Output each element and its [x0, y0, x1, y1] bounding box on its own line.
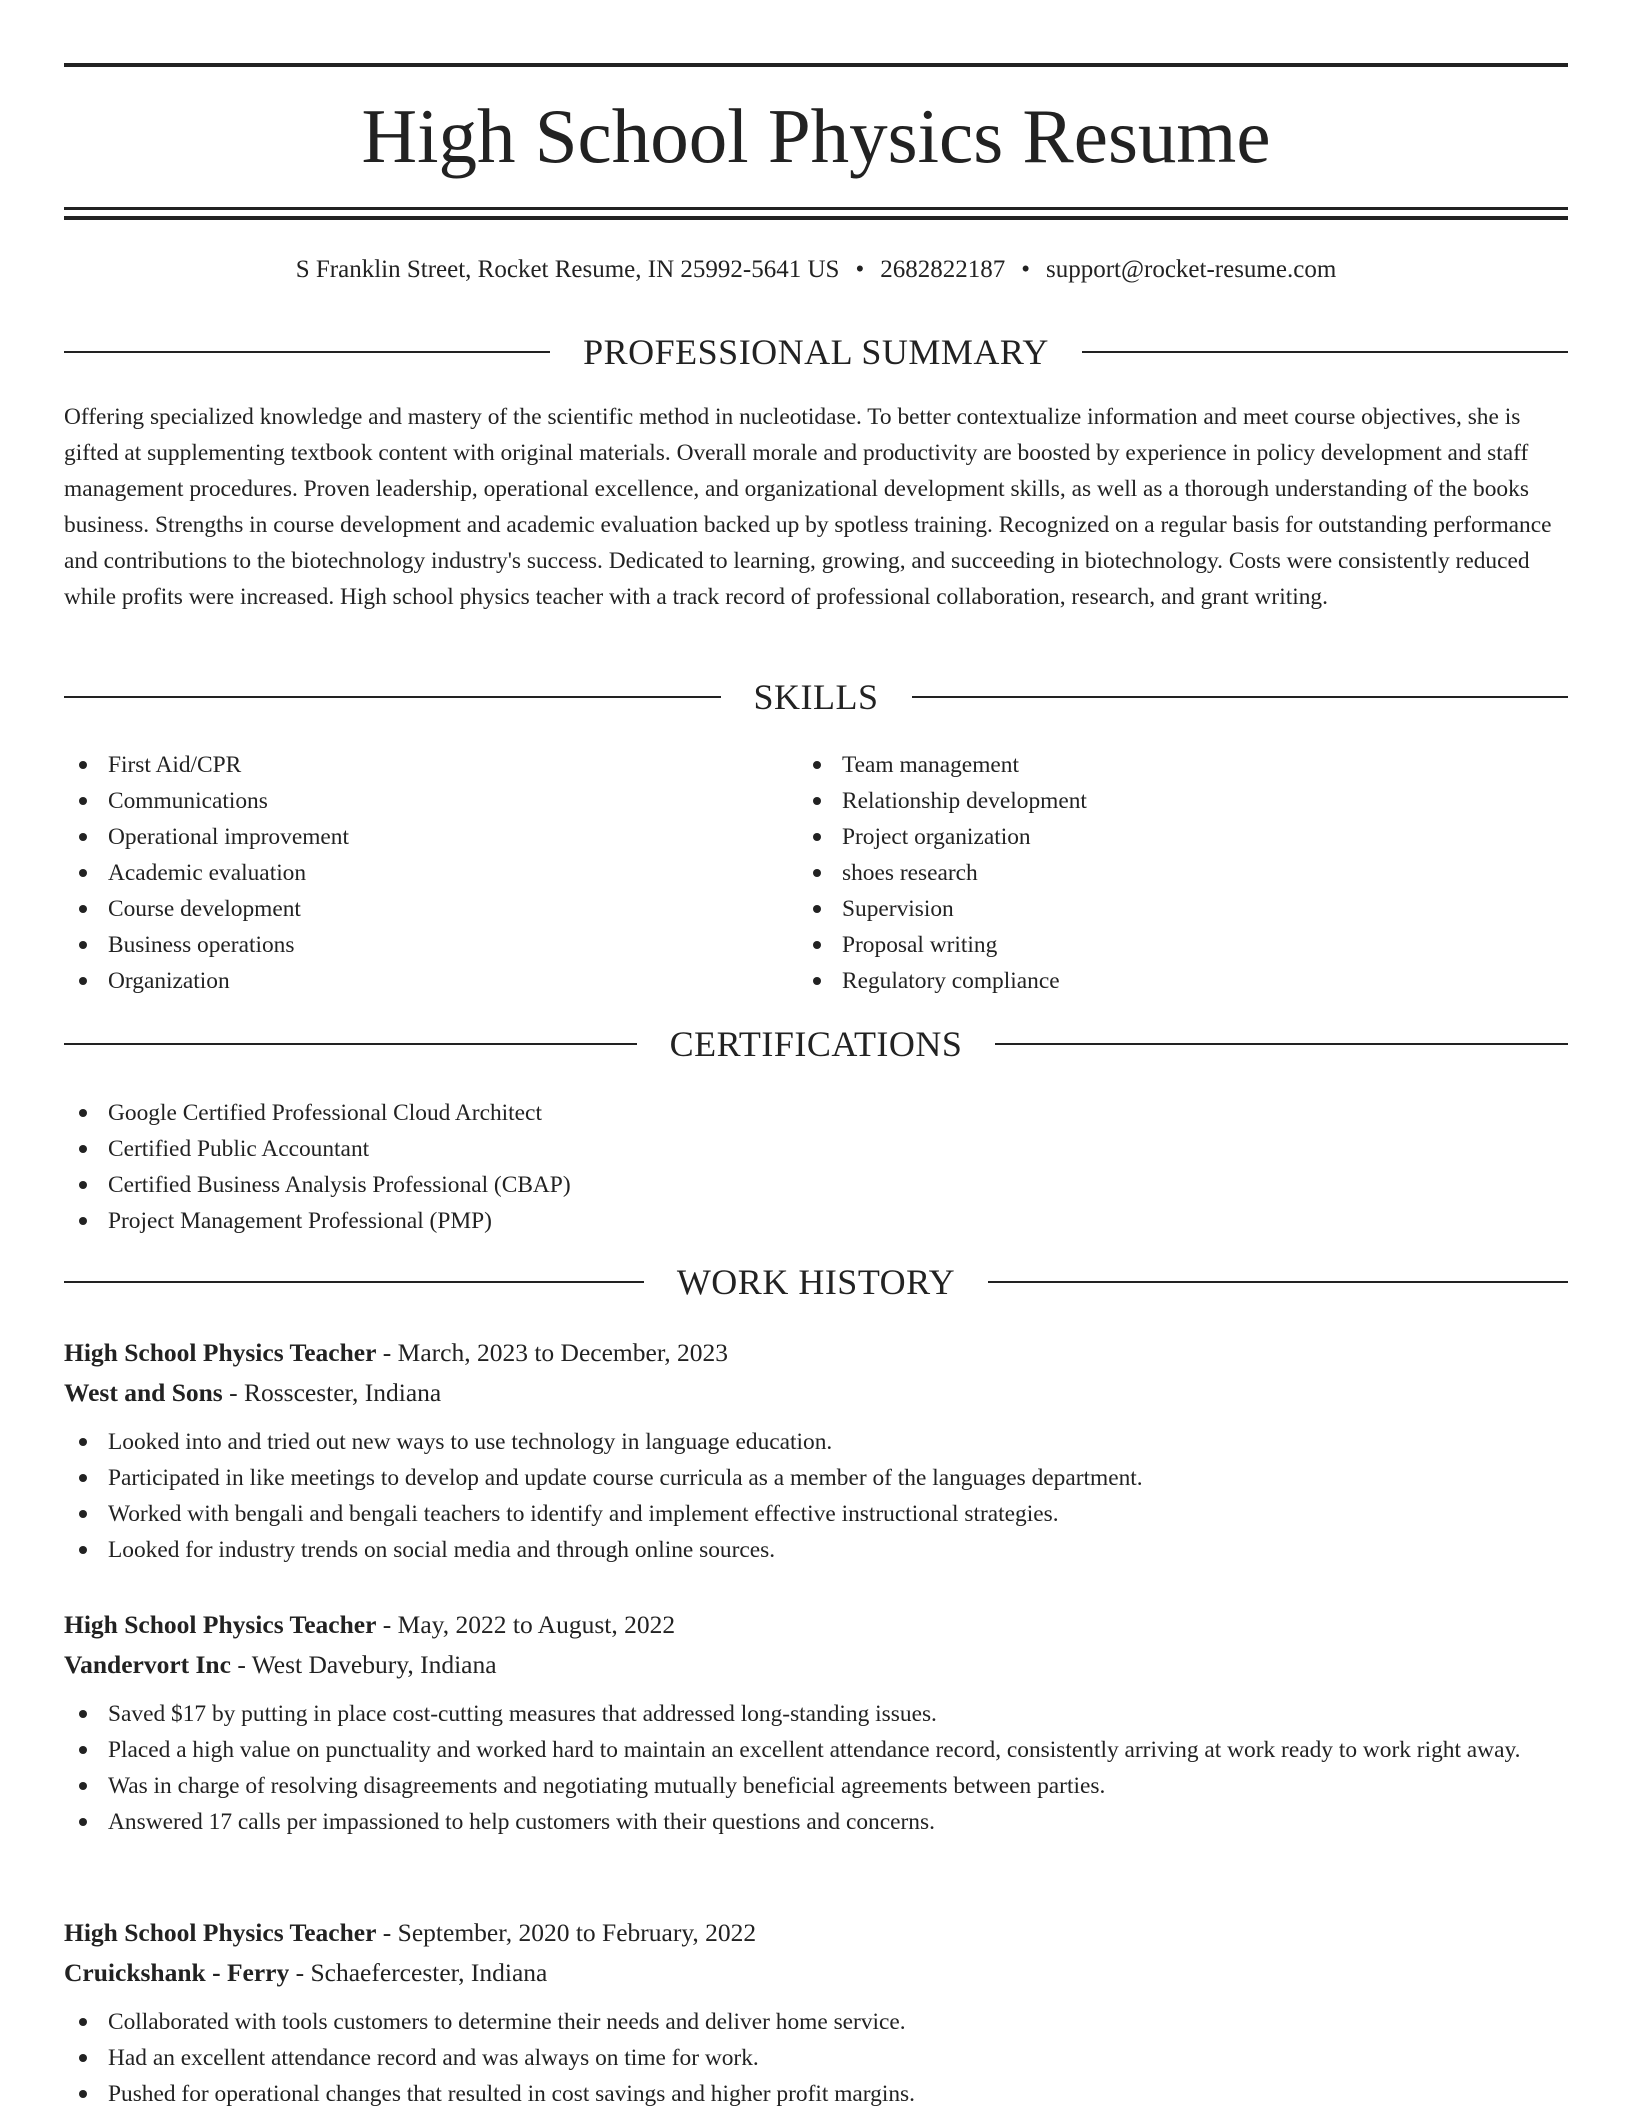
skills-list-right — [798, 747, 1568, 999]
bullet-dot — [79, 1546, 87, 1554]
bullet-dot — [79, 977, 87, 985]
skill-item — [798, 747, 1568, 783]
skill-item-text: Operational improvement — [108, 824, 349, 850]
skill-item — [798, 783, 1568, 819]
bullet-dot — [79, 761, 87, 769]
job-bullet — [64, 1804, 1568, 1840]
job-title: High School Physics Teacher — [64, 1610, 377, 1639]
skill-item-text: Proposal writing — [842, 932, 998, 958]
section-header-certifications — [64, 1022, 1568, 1066]
skill-item-text: Regulatory compliance — [842, 968, 1060, 994]
section-title-skills: SKILLS — [753, 677, 879, 717]
skill-item — [798, 891, 1568, 927]
bullet-dot — [813, 797, 821, 805]
skill-item — [798, 963, 1568, 999]
contact-phone: 2682822187 — [880, 256, 1006, 283]
resume-title: High School Physics Resume — [361, 93, 1271, 179]
job-bullet-text: Collaborated with tools customers to determine their needs and deliver home service. — [108, 2009, 906, 2035]
bullet-dot — [79, 1782, 87, 1790]
job-entry — [64, 1334, 1568, 1568]
contact-email: support@rocket-resume.com — [1045, 256, 1337, 283]
job-bullet-text: Worked with bengali and bengali teachers to identify and implement effective instructional strategies. — [108, 1501, 1059, 1527]
skill-item — [64, 819, 764, 855]
job-bullet-text: Looked into and tried out new ways to use technology in language education. — [108, 1429, 833, 1455]
certification-item — [64, 1131, 1064, 1167]
section-header-work — [64, 1260, 1568, 1304]
certifications-list — [64, 1095, 1064, 1239]
bullet-dot — [813, 869, 821, 877]
job-dates: - September, 2020 to February, 2022 — [376, 1918, 757, 1947]
job-bullet — [64, 1732, 1568, 1768]
job-bullets — [64, 2004, 1568, 2112]
skill-item-text: Communications — [108, 788, 268, 814]
bullet-dot — [813, 977, 821, 985]
certification-item-text: Certified Public Accountant — [108, 1136, 370, 1162]
skill-item-text: Organization — [108, 968, 230, 994]
job-bullet — [64, 2004, 1568, 2040]
skill-item-text: Business operations — [108, 932, 295, 958]
bullet-dot — [813, 905, 821, 913]
job-company: West and Sons — [64, 1378, 223, 1407]
job-title: High School Physics Teacher — [64, 1338, 377, 1367]
job-bullet-text: Placed a high value on punctuality and worked hard to maintain an excellent attendance record, consistently arriving at work ready to work right away. — [108, 1737, 1521, 1763]
title-double-rule — [64, 207, 1568, 220]
skill-item — [798, 819, 1568, 855]
contact-line — [64, 252, 1568, 288]
bullet-dot — [79, 905, 87, 913]
job-bullet — [64, 1424, 1568, 1460]
job-bullet — [64, 1696, 1568, 1732]
skill-item — [64, 927, 764, 963]
bullet-dot — [79, 1510, 87, 1518]
job-bullet-text: Had an excellent attendance record and was always on time for work. — [108, 2045, 759, 2071]
summary-paragraph: Offering specialized knowledge and mastery of the scientific method in nucleotidase. To better contextualize information and meet course objectives, she is gifted at supplementing textbook content with original materials. Overall morale and productivity are boosted by experience in policy development and staff management procedures. Proven leadership, operational excellence, and organizational development skills, as well as a thorough understanding of the books business. Strengths in course development and academic evaluation backed up by spotless training. Recognized on a regular basis for outstanding performance and contributions to the biotechnology industry's success. Dedicated to learning, growing, and succeeding in biotechnology. Costs were consistently reduced while profits were increased. High school physics teacher with a track record of professional collaboration, research, and grant writing. — [64, 404, 1552, 610]
certification-item — [64, 1203, 1064, 1239]
bullet-dot — [813, 761, 821, 769]
job-bullet-text: Answered 17 calls per impassioned to help customers with their questions and concerns. — [108, 1809, 935, 1835]
skill-item-text: Team management — [842, 752, 1019, 778]
job-bullet-text: Saved $17 by putting in place cost-cutting measures that addressed long-standing issues. — [108, 1701, 937, 1727]
bullet-dot — [813, 833, 821, 841]
job-location: - Rosscester, Indiana — [222, 1378, 442, 1407]
bullet-dot — [79, 1181, 87, 1189]
section-header-summary — [64, 330, 1568, 374]
job-entry — [64, 1914, 1568, 2112]
section-title-certifications: CERTIFICATIONS — [669, 1024, 963, 1064]
skill-item-text: shoes research — [842, 860, 978, 886]
skill-item — [64, 963, 764, 999]
skills-column-left — [64, 747, 764, 999]
job-location: - West Davebury, Indiana — [230, 1650, 497, 1679]
job-entry — [64, 1606, 1568, 1840]
top-rule — [64, 63, 1568, 67]
bullet-dot — [79, 2018, 87, 2026]
job-bullet — [64, 2040, 1568, 2076]
skill-item — [64, 783, 764, 819]
job-bullet-text: Was in charge of resolving disagreements and negotiating mutually beneficial agreements between parties. — [108, 1773, 1106, 1799]
job-bullet — [64, 1532, 1568, 1568]
job-bullet — [64, 1768, 1568, 1804]
bullet-dot — [79, 1109, 87, 1117]
certification-item — [64, 1167, 1064, 1203]
job-company: Cruickshank - Ferry — [64, 1958, 290, 1987]
bullet-dot — [79, 2054, 87, 2062]
job-bullet-text: Looked for industry trends on social media and through online sources. — [108, 1537, 776, 1563]
skill-item — [798, 927, 1568, 963]
contact-address: S Franklin Street, Rocket Resume, IN 25992-5641 US — [295, 256, 840, 283]
skill-item-text: Academic evaluation — [108, 860, 307, 886]
skills-list-left — [64, 747, 764, 999]
bullet-dot — [79, 1710, 87, 1718]
contact-separator: • — [1021, 256, 1030, 283]
bullet-dot — [813, 941, 821, 949]
bullet-dot — [79, 869, 87, 877]
section-header-skills — [64, 675, 1568, 719]
skill-item — [64, 855, 764, 891]
job-company: Vandervort Inc — [64, 1650, 231, 1679]
skill-item-text: Course development — [108, 896, 301, 922]
bullet-dot — [79, 941, 87, 949]
certification-item — [64, 1095, 1064, 1131]
bullet-dot — [79, 1217, 87, 1225]
section-title-summary: PROFESSIONAL SUMMARY — [583, 332, 1049, 372]
skill-item — [64, 891, 764, 927]
job-bullets — [64, 1696, 1568, 1840]
bullet-dot — [79, 1145, 87, 1153]
skill-item — [798, 855, 1568, 891]
job-bullets — [64, 1424, 1568, 1568]
section-title-work: WORK HISTORY — [676, 1262, 956, 1302]
skill-item-text: Relationship development — [842, 788, 1087, 814]
job-dates: - March, 2023 to December, 2023 — [376, 1338, 729, 1367]
certification-item-text: Certified Business Analysis Professional (CBAP) — [108, 1172, 571, 1198]
skill-item — [64, 747, 764, 783]
job-location: - Schaefercester, Indiana — [289, 1958, 548, 1987]
contact-separator: • — [855, 256, 865, 283]
skill-item-text: Supervision — [842, 896, 954, 922]
certification-item-text: Google Certified Professional Cloud Architect — [108, 1100, 542, 1126]
job-bullet-text: Pushed for operational changes that resulted in cost savings and higher profit margins. — [108, 2081, 916, 2107]
job-title: High School Physics Teacher — [64, 1918, 377, 1947]
job-dates: - May, 2022 to August, 2022 — [376, 1610, 676, 1639]
job-bullet — [64, 1460, 1568, 1496]
skill-item-text: Project organization — [842, 824, 1031, 850]
bullet-dot — [79, 797, 87, 805]
bullet-dot — [79, 1438, 87, 1446]
certification-item-text: Project Management Professional (PMP) — [108, 1208, 492, 1234]
bullet-dot — [79, 833, 87, 841]
skill-item-text: First Aid/CPR — [108, 752, 242, 778]
bullet-dot — [79, 1818, 87, 1826]
job-bullet-text: Participated in like meetings to develop and update course curricula as a member of the languages department. — [108, 1465, 1143, 1491]
skills-column-right — [798, 747, 1568, 999]
certifications-block — [64, 1095, 1064, 1239]
bullet-dot — [79, 1746, 87, 1754]
job-bullet — [64, 2076, 1568, 2112]
job-bullet — [64, 1496, 1568, 1532]
bullet-dot — [79, 2090, 87, 2098]
bullet-dot — [79, 1474, 87, 1482]
